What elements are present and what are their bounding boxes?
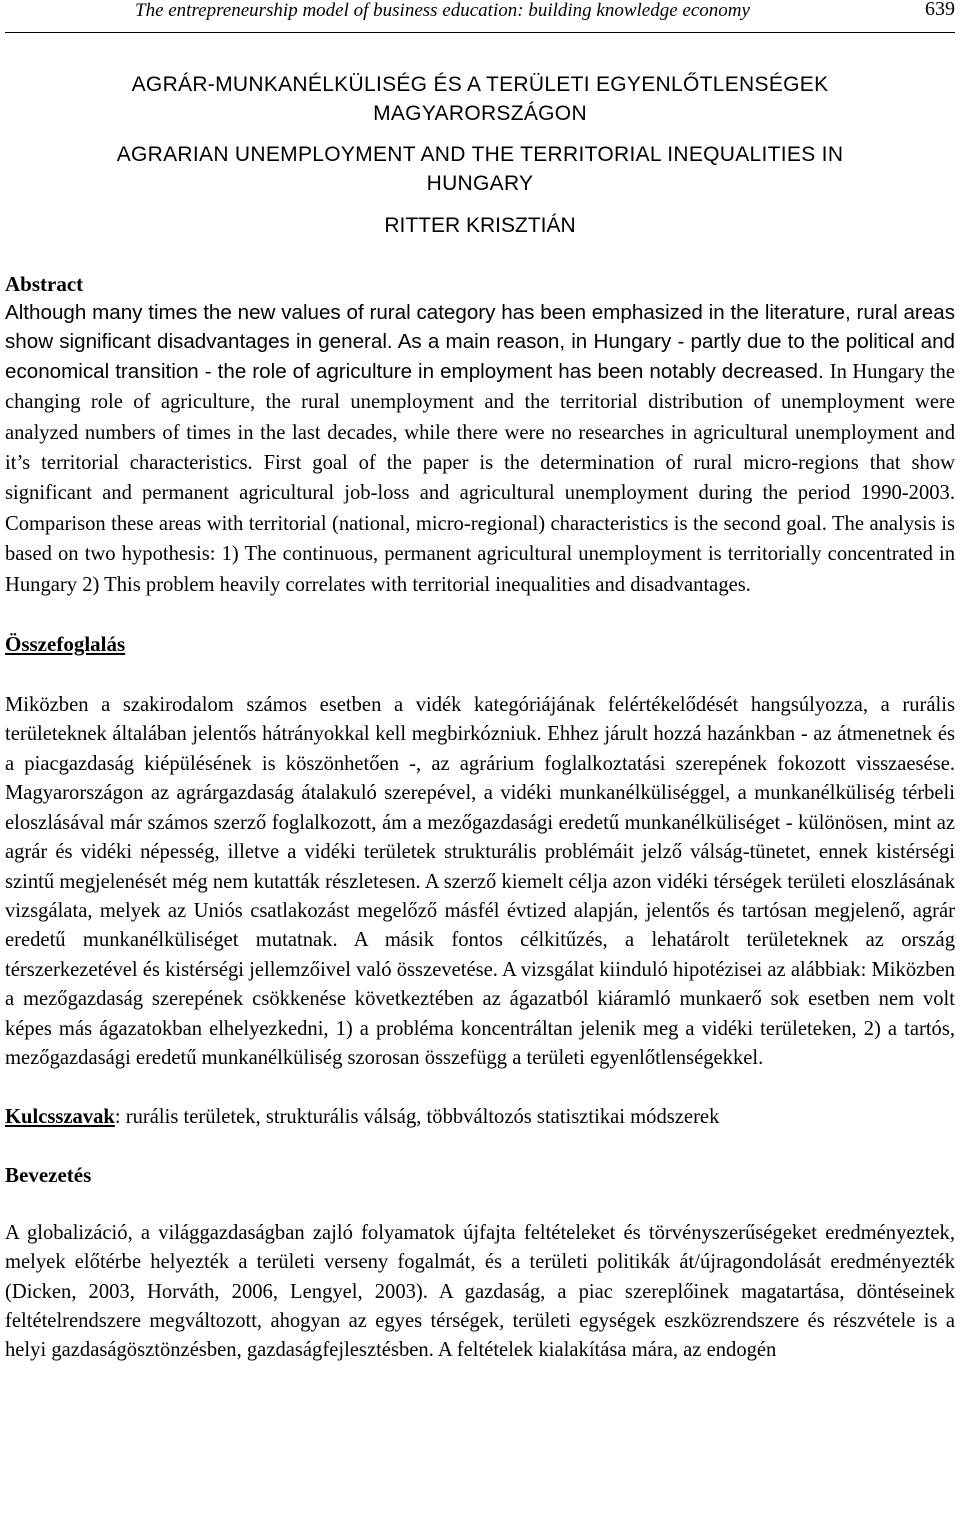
- keywords: [5, 1103, 955, 1132]
- abstract-heading: Abstract: [5, 272, 84, 296]
- summary-text: Miközben a szakirodalom számos esetben a vidék kategóriájának felértékelődését hangsúlyozza, a rurális területeknek általában jelentős hátrányokkal kell megbirkózniuk. Ehhez járult hozzá hazánkban - az átmenetnek és a piacgazdaság kiépülésének is köszönhetően -, az agrárium foglalkoztatási szerepének fokozott visszaesése. Magyarországon az agrárgazdaság átalakuló szerepével, a vidéki munkanélküliséggel, a munkanélküliség térbeli eloszlásával már számos szerző foglalkozott, ám a mezőgazdasági eredetű munkanélküliséget - különösen, mint az agrár és vidéki népesség, illetve a vidéki területek strukturális problémáit jelző válság-tünetet, ennek kistérségi szintű megjelenését még nem kutatták részletesen. A szerző kiemelt célja azon vidéki térségek területi eloszlásának vizsgálata, melyek az Uniós csatlakozást megelőző másfél évtized alapján, jelentős és tartósan megjelenő, agrár eredetű munkanélküliséget mutatnak. A másik fontos célkitűzés, a lehatárolt területeknek az ország térszerkezetével és kistérségi jellemzőivel való összevetése. A vizsgálat kiinduló hipotézisei az alábbiak: Miközben a mezőgazdaság szerepének csökkenése következtében az ágazatból kiáramló munkaerő sok esetben nem volt képes más ágazatokban elhelyezkedni, 1) a probléma koncentráltan jelenik meg a vidéki területeken, 2) a tartós, mezőgazdasági eredetű munkanélküliség szorosan összefügg a területi egyenlőtlenségekkel.: [5, 694, 955, 1069]
- keywords-text: rurális területek, strukturális válság, többváltozós statisztikai módszerek: [125, 1106, 720, 1129]
- title-hungarian-line-2: MAGYARORSZÁGON: [373, 102, 587, 125]
- abstract-part-1: Although many times the new values of rural category has been emphasized in the literature, rural areas show significant disadvantages in general. As a main reason, in Hungary - partly due to the political and economical transition - the role of agriculture in employment has been notably decreased.: [5, 301, 955, 383]
- page-number: 639: [925, 0, 955, 20]
- summary-heading: Összefoglalás: [5, 632, 126, 657]
- title-hungarian: [5, 70, 955, 128]
- abstract-text: [5, 298, 955, 600]
- running-head-title: The entrepreneurship model of business education: building knowledge economy: [135, 0, 750, 21]
- running-head: [5, 0, 955, 33]
- keywords-separator: :: [114, 1106, 126, 1129]
- author-name: RITTER KRISZTIÁN: [384, 214, 576, 237]
- title-english-line-1: AGRARIAN UNEMPLOYMENT AND THE TERRITORIAL INEQUALITIES IN: [116, 143, 844, 166]
- title-english-line-2: HUNGARY: [426, 172, 534, 195]
- intro-heading: Bevezetés: [5, 1162, 92, 1187]
- title-english: [5, 140, 955, 198]
- keywords-label: Kulcsszavak: [5, 1106, 115, 1129]
- title-hungarian-line-1: AGRÁR-MUNKANÉLKÜLISÉG ÉS A TERÜLETI EGYENLŐTLENSÉGEK: [131, 73, 829, 96]
- intro-text: A globalizáció, a világgazdaságban zajló folyamatok újfajta feltételeket és törvényszerűségeket eredményeztek, melyek előtérbe helyezték a területi verseny fogalmát, és a területi politikák át/újragondolását eredményezték (Dicken, 2003, Horváth, 2006, Lengyel, 2003). A gazdaság, a piac szereplőinek magatartása, döntéseinek feltételrendszere megváltozott, ahogyan az egyes térségek, területi egységek eszközrendszere és részvétele is a helyi gazdaságösztönzésben, gazdaságfejlesztésben. A feltételek kialakítása mára, az endogén: [5, 1221, 955, 1362]
- paper-page: [5, 0, 955, 1366]
- abstract-part-2: In Hungary the changing role of agriculture, the rural unemployment and the territorial distribution of unemployment were analyzed numbers of times in the last decades, while there were no researches in agricultural unemployment and it’s territorial characteristics. First goal of the paper is the determination of rural micro-regions that show significant and permanent agricultural job-loss and agricultural unemployment during the period 1990-2003. Comparison these areas with territorial (national, micro-regional) characteristics is the second goal. The analysis is based on two hypothesis: 1) The continuous, permanent agricultural unemployment is territorially concentrated in Hungary 2) This problem heavily correlates with territorial inequalities and disadvantages.: [5, 360, 955, 596]
